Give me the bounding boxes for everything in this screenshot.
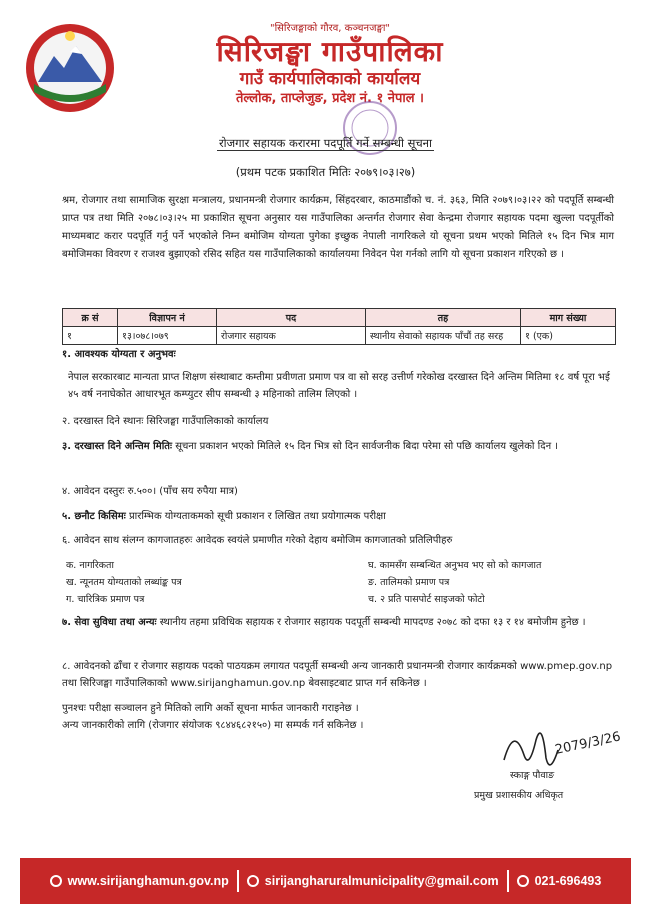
table-row bbox=[63, 327, 616, 345]
office-name: गाउँ कार्यपालिकाको कार्यालय bbox=[239, 69, 421, 89]
section-8: ८. आवेदनको ढाँचा र रोजगार सहायक पदको पाठयक्रम लगायत पदपूर्ती सम्बन्धी अन्य जानकारी प्रधानमन्त्री रोजगार कार्यक्रमको www.pmep.gov.np तथा सिरिजङ्घा गाउँपालिकाको www.sirijanghamun.gov.np बेवसाइटबाट प्राप्त गर्न सकिनेछ । bbox=[62, 661, 613, 689]
list-item: क. नागरिकता bbox=[66, 560, 114, 571]
footer-email[interactable]: sirijangharuralmunicipality@gmail.com bbox=[239, 874, 507, 888]
footer-contact-bar bbox=[20, 858, 631, 904]
list-item: ङ. तालिमको प्रमाण पत्र bbox=[368, 577, 450, 588]
list-item: घ. कामसँग सम्बन्धित अनुभव भए सो को कागजात bbox=[368, 560, 542, 571]
section-3: ३. दरखास्त दिने अन्तिम मितिः सूचना प्रकाशन भएको मितिले १५ दिन भित्र सो दिन सार्वजनीक बिदा परेमा सो पछि कार्यालय खुलेको दिन । bbox=[62, 441, 559, 452]
documents-left-column bbox=[66, 557, 182, 608]
list-item: ख. न्यूनतम योग्यताको लब्धांङ्क पत्र bbox=[66, 577, 182, 588]
note-contact: अन्य जानकारीको लागि (रोजगार संयोजक ९८४४६८२१५०) मा सम्पर्क गर्न सकिनेछ । bbox=[62, 720, 364, 731]
signatory-title: प्रमुख प्रशासकीय अधिकृत bbox=[474, 790, 564, 801]
cell-demand: १ (एक) bbox=[521, 327, 616, 345]
vacancy-table bbox=[62, 308, 616, 345]
list-item: च. २ प्रति पासपोर्ट साइजको फोटो bbox=[368, 594, 485, 605]
section-1-body: नेपाल सरकारबाट मान्यता प्राप्त शिक्षण संस्थाबाट कम्तीमा प्रवीणता प्रमाण पत्र वा सो सरह उत्तीर्ण गरेकोख दरखास्त दिने अन्तिम मितिमा १८ वर्ष पूरा भई ४५ वर्ष ननाघेकोत आधारभूत कम्प्युटर सीप सम्बन्धी ३ महिनाको तालिम लिएको । bbox=[68, 372, 610, 400]
footer-phone[interactable]: 021-696493 bbox=[509, 874, 610, 888]
section-2: २. दरखास्त दिने स्थानः सिरिजङ्घा गाउँपालिकाको कार्यालय bbox=[62, 416, 269, 427]
section-5: ५. छनौट किसिमः प्रारम्भिक योग्यताकमको सूची प्रकाशन र लिखित तथा प्रयोगात्मक परीक्षा bbox=[62, 511, 386, 522]
col-level: तह bbox=[366, 309, 521, 327]
letterhead bbox=[120, 20, 540, 108]
table-header-row bbox=[63, 309, 616, 327]
signatory-name: स्काङ्ग पौवाङ bbox=[510, 770, 555, 781]
col-demand: माग संख्या bbox=[521, 309, 616, 327]
intro-paragraph: श्रम, रोजगार तथा सामाजिक सुरक्षा मन्त्रालय, प्रधानमन्त्री रोजगार कार्यक्रम, सिंहदरबार, काठमाडौंको च. नं. ३६३, मिति २०७९।०३।२२ को पदपूर्ति सम्बन्धी प्राप्त पत्र तथा मिति २०७८।०३।२५ मा प्रकाशित सूचना अनुसार यस गाउँपालिका अन्तर्गत रोजगार सेवा केन्द्रमा रोजगार सहायक पदमा खुल्ला पदपूर्तीको माध्यमबाट करार पदपूर्ति गर्नु पर्ने भएकोले निम्न बमोजिम योग्यता पुगेका इच्छुक नेपाली नागरिकले यो सूचना प्रथम भएको मितिले १५ दिन भित्र माग बमोजिमका विवरण र राजश्व बुझाएको रसिद सहित यस गाउँपालिकाको कार्यालयमा निवेदन पेश गर्नको लागि यो सूचना प्रकाशन गरिएको छ । bbox=[62, 195, 614, 260]
notice-title: रोजगार सहायक करारमा पदपूर्ति गर्ने सम्बन्धी सूचना bbox=[218, 136, 433, 150]
section-6: ६. आवेदन साथ संलग्न कागजातहरुः आवेदक स्वयंले प्रमाणीत गरेको देहाय बमोजिम कागजातको प्रतिलिपीहरु bbox=[62, 535, 453, 546]
section-7: ७. सेवा सुविधा तथा अन्यः स्थानीय तहमा प्रविधिक सहायक र रोजगार सहायक पदपूर्ती सम्बन्धी मापदण्ड २०७८ को दफा १३ र १४ बमोजीम हुनेछ । bbox=[62, 617, 586, 628]
col-advert-no: विज्ञापन नं bbox=[118, 309, 217, 327]
col-post: पद bbox=[217, 309, 366, 327]
office-address: तेल्लोक, ताप्लेजुङ, प्रदेश नं. १ नेपाल । bbox=[236, 91, 424, 106]
cell-level: स्थानीय सेवाको सहायक पाँचौं तह सरह bbox=[366, 327, 521, 345]
cell-serial: १ bbox=[63, 327, 118, 345]
footer-website[interactable]: www.sirijanghamun.gov.np bbox=[42, 874, 237, 888]
documents-right-column bbox=[368, 557, 541, 608]
section-4: ४. आवेदन दस्तुरः रु.५००। (पाँच सय रुपैया मात्र) bbox=[62, 486, 238, 497]
nepal-municipal-emblem-icon bbox=[24, 22, 116, 114]
section-1-heading: १. आवश्यक योग्यता र अनुभवः bbox=[62, 349, 176, 360]
org-name: सिरिजङ्घा गाउँपालिका bbox=[216, 35, 444, 68]
svg-text:2079/3/26: 2079/3/26 bbox=[553, 729, 623, 758]
cell-advert-no: १३।०७८।०७९ bbox=[118, 327, 217, 345]
publication-date: (प्रथम पटक प्रकाशित मितिः २०७९।०३।२७) bbox=[235, 165, 416, 179]
cell-post: रोजगार सहायक bbox=[217, 327, 366, 345]
list-item: ग. चारित्रिक प्रमाण पत्र bbox=[66, 594, 145, 605]
globe-icon bbox=[50, 875, 62, 887]
motto: "सिरिजङ्घाको गौरव, कञ्चनजङ्घा" bbox=[269, 23, 391, 34]
note-exam: पुनश्चः परीक्षा सञ्चालन हुने मितिको लागि अर्को सूचना मार्फत जानकारी गराइनेछ । bbox=[62, 703, 359, 714]
phone-icon bbox=[517, 875, 529, 887]
email-icon bbox=[247, 875, 259, 887]
col-serial: क्र सं bbox=[63, 309, 118, 327]
